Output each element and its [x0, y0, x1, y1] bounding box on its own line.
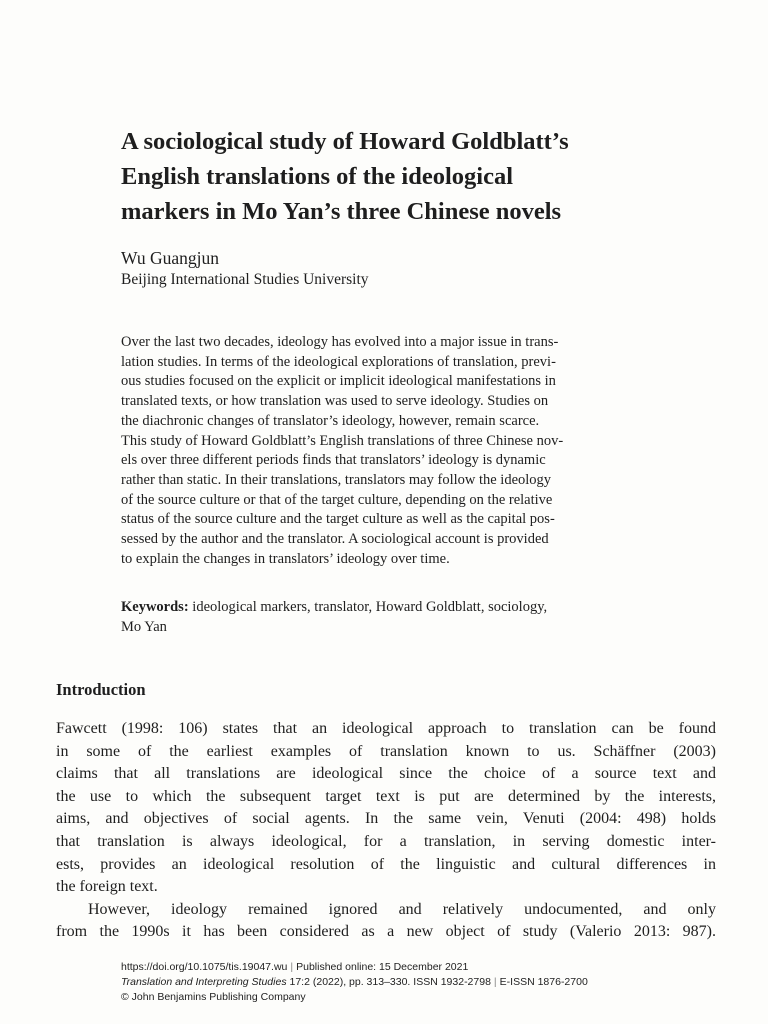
article-title	[121, 124, 721, 229]
body-line: in some of the earliest examples of translation known to us. Schäffner (2003)	[56, 742, 716, 760]
abstract-line: translated texts, or how translation was used to serve ideology. Studies on	[121, 393, 549, 410]
eissn: E-ISSN 1876-2700	[499, 976, 588, 988]
keywords-text-continued: Mo Yan	[121, 619, 167, 635]
journal-volume: 17:2 (2022), pp. 313–330.	[289, 976, 411, 988]
body-line: the use to which the subsequent target text is put are determined by the interests,	[56, 787, 716, 805]
body-line: However, ideology remained ignored and relatively undocumented, and only	[88, 900, 716, 918]
published-date: Published online: 15 December 2021	[296, 961, 469, 973]
body-line: aims, and objectives of social agents. In the same vein, Venuti (2004: 498) holds	[56, 810, 716, 828]
title-line: A sociological study of Howard Goldblatt’s	[121, 128, 569, 155]
abstract-line: ous studies focused on the explicit or implicit ideological manifestations in	[121, 373, 556, 390]
author-name: Wu Guangjun	[121, 248, 219, 268]
journal-name: Translation and Interpreting Studies	[121, 976, 287, 988]
body-line: ests, provides an ideological resolution of the linguistic and cultural differences in	[56, 855, 716, 873]
abstract-line: sessed by the author and the translator. A sociological account is provided	[121, 531, 549, 548]
keywords-label: Keywords:	[121, 599, 189, 615]
author-affiliation: Beijing International Studies University	[121, 271, 369, 288]
abstract-line: the diachronic changes of translator’s ideology, however, remain scarce.	[121, 412, 540, 429]
section-heading-introduction: Introduction	[56, 680, 146, 699]
body-line: Fawcett (1998: 106) states that an ideological approach to translation can be found	[56, 720, 716, 737]
abstract-line: els over three different periods finds that translators’ ideology is dynamic	[121, 452, 546, 469]
title-line: markers in Mo Yan’s three Chinese novels	[121, 198, 562, 225]
issn: ISSN 1932-2798	[413, 976, 491, 988]
keywords-text: ideological markers, translator, Howard Goldblatt, sociology,	[192, 599, 548, 615]
body-line: the foreign text.	[56, 878, 158, 896]
abstract-line: rather than static. In their translations, translators may follow the ideology	[121, 471, 552, 488]
abstract-line: lation studies. In terms of the ideological explorations of translation, previ-	[121, 353, 556, 370]
body-line: that translation is always ideological, for a translation, in serving domestic inter-	[56, 832, 716, 850]
abstract-line: of the source culture or that of the target culture, depending on the relative	[121, 491, 553, 508]
abstract-line: This study of Howard Goldblatt’s English translations of three Chinese nov-	[121, 432, 564, 449]
footer-separator: |	[290, 961, 294, 973]
body-line: claims that all translations are ideological since the choice of a source text and	[56, 765, 716, 783]
introduction-body	[56, 718, 716, 944]
page-footer	[121, 960, 681, 1005]
title-line: English translations of the ideological	[121, 163, 514, 190]
body-line: from the 1990s it has been considered as a new object of study (Valerio 2013: 987).	[56, 923, 716, 941]
keywords	[121, 597, 661, 637]
doi-link[interactable]: https://doi.org/10.1075/tis.19047.wu	[121, 961, 288, 973]
abstract-line: to explain the changes in translators’ ideology over time.	[121, 550, 450, 567]
abstract-line: status of the source culture and the target culture as well as the capital pos-	[121, 511, 555, 528]
copyright: © John Benjamins Publishing Company	[121, 991, 306, 1003]
footer-separator: |	[493, 976, 497, 988]
abstract-line: Over the last two decades, ideology has evolved into a major issue in trans-	[121, 334, 559, 350]
abstract	[121, 333, 661, 569]
